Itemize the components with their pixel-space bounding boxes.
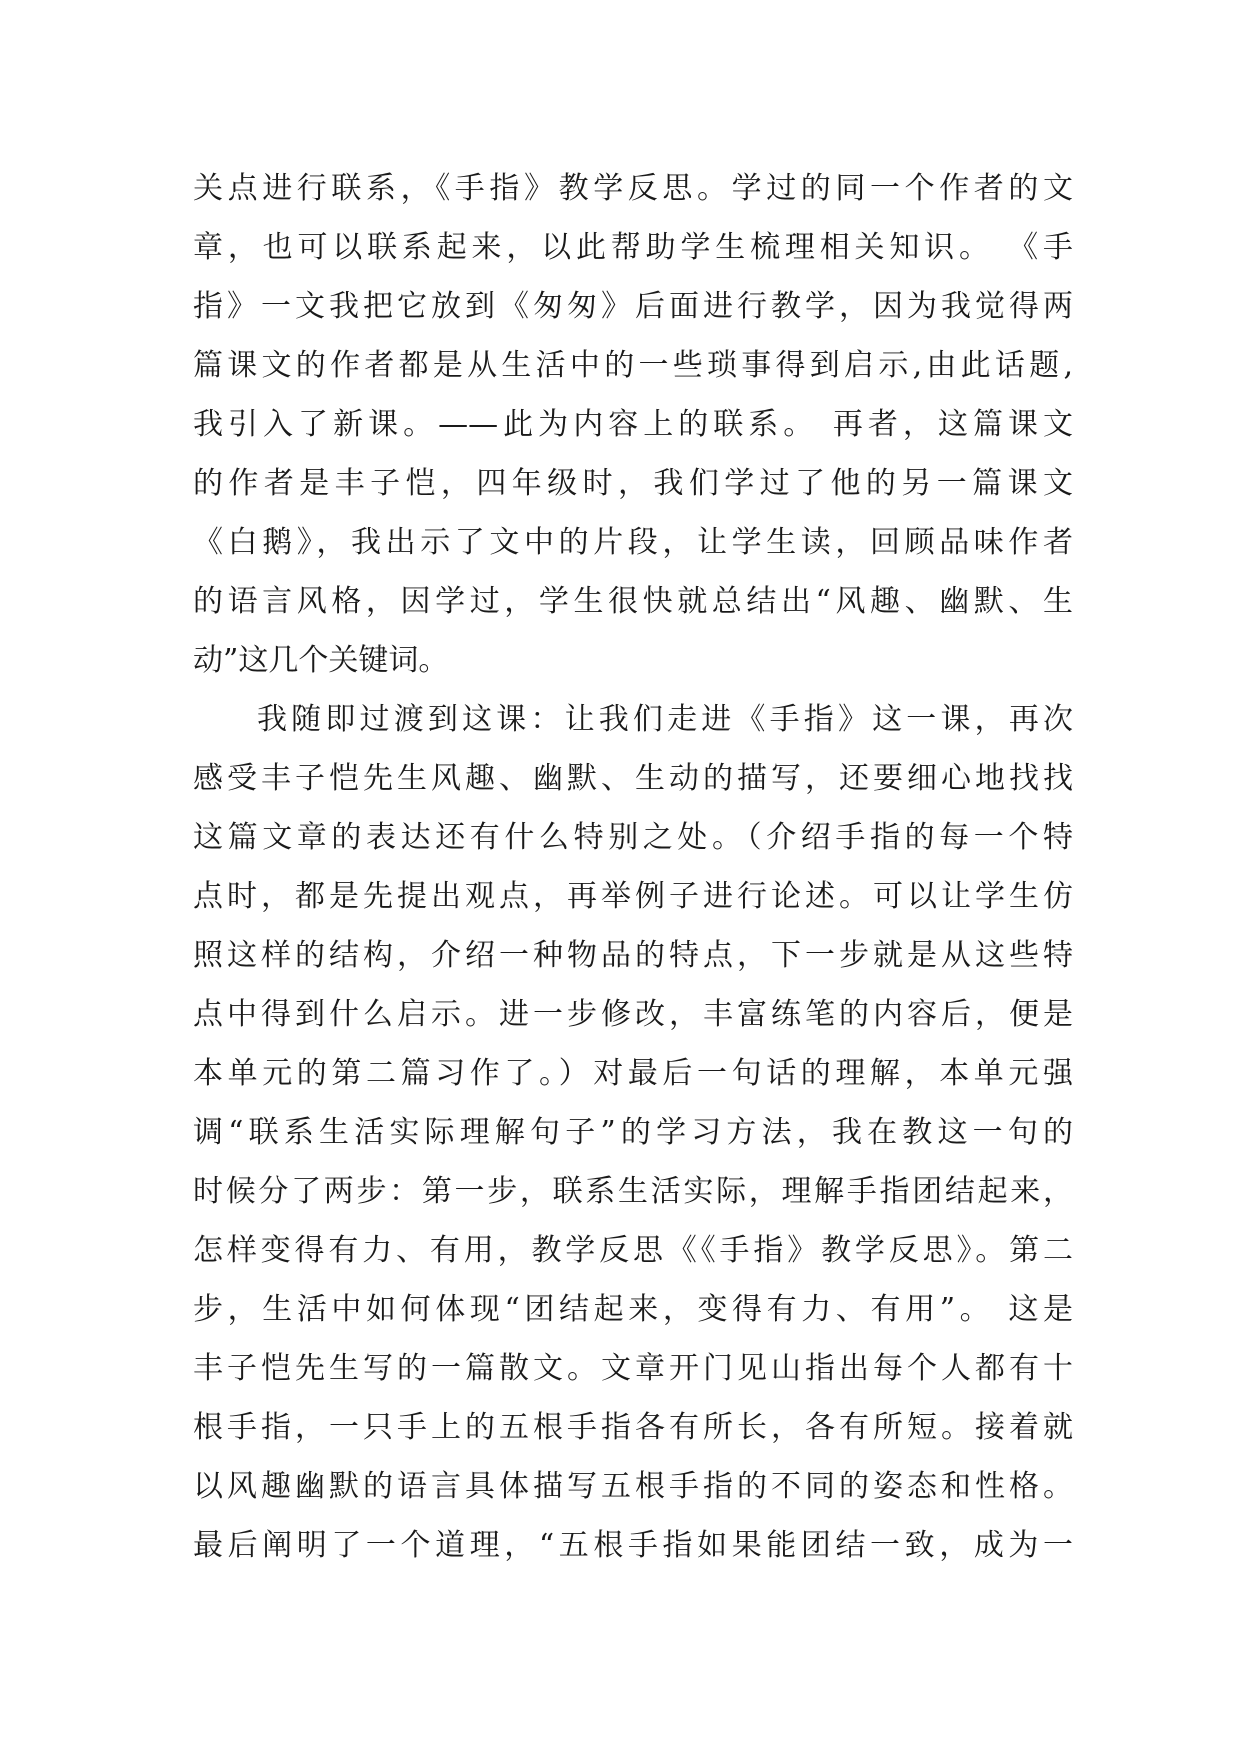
text-line: 点中得到什么启示。进一步修改，丰富练笔的内容后，便是 [193, 997, 1073, 1032]
text-line: 指》一文我把它放到《匆匆》后面进行教学，因为我觉得两 [193, 289, 1073, 324]
text-line: 点时，都是先提出观点，再举例子进行论述。可以让学生仿 [193, 879, 1073, 914]
text-line: 步，生活中如何体现“团结起来，变得有力、有用”。 这是 [193, 1292, 1073, 1327]
text-line: 以风趣幽默的语言具体描写五根手指的不同的姿态和性格。 [193, 1469, 1073, 1504]
text-line: 章，也可以联系起来，以此帮助学生梳理相关知识。 《手 [193, 230, 1073, 265]
text-line: 关点进行联系，《手指》教学反思。学过的同一个作者的文 [193, 171, 1073, 206]
text-line: 感受丰子恺先生风趣、幽默、生动的描写，还要细心地找找 [193, 761, 1073, 796]
text-line: 我引入了新课。——此为内容上的联系。 再者，这篇课文 [193, 407, 1073, 442]
text-line: 的语言风格，因学过，学生很快就总结出“风趣、幽默、生 [193, 584, 1073, 619]
text-line: 根手指，一只手上的五根手指各有所长，各有所短。接着就 [193, 1410, 1073, 1445]
text-line: 动”这几个关键词。 [193, 643, 449, 678]
text-line: 《白鹅》，我出示了文中的片段，让学生读，回顾品味作者 [193, 525, 1073, 560]
text-line: 篇课文的作者都是从生活中的一些琐事得到启示,由此话题, [193, 348, 1073, 383]
paragraph-first-line: 我随即过渡到这课：让我们走进《手指》这一课，再次 [257, 702, 1073, 737]
text-line: 调“联系生活实际理解句子”的学习方法，我在教这一句的 [193, 1115, 1073, 1150]
document-body [193, 159, 1073, 1575]
text-line: 怎样变得有力、有用，教学反思《《手指》教学反思》。第二 [193, 1233, 1073, 1268]
text-line: 照这样的结构，介绍一种物品的特点，下一步就是从这些特 [193, 938, 1073, 973]
text-line: 本单元的第二篇习作了。）对最后一句话的理解，本单元强 [193, 1056, 1073, 1091]
text-line: 最后阐明了一个道理，“五根手指如果能团结一致，成为一 [193, 1528, 1073, 1563]
text-line: 这篇文章的表达还有什么特别之处。（介绍手指的每一个特 [193, 820, 1073, 855]
text-line: 时候分了两步：第一步，联系生活实际，理解手指团结起来， [193, 1174, 1073, 1209]
text-line: 丰子恺先生写的一篇散文。文章开门见山指出每个人都有十 [193, 1351, 1073, 1386]
text-line: 的作者是丰子恺，四年级时，我们学过了他的另一篇课文 [193, 466, 1073, 501]
